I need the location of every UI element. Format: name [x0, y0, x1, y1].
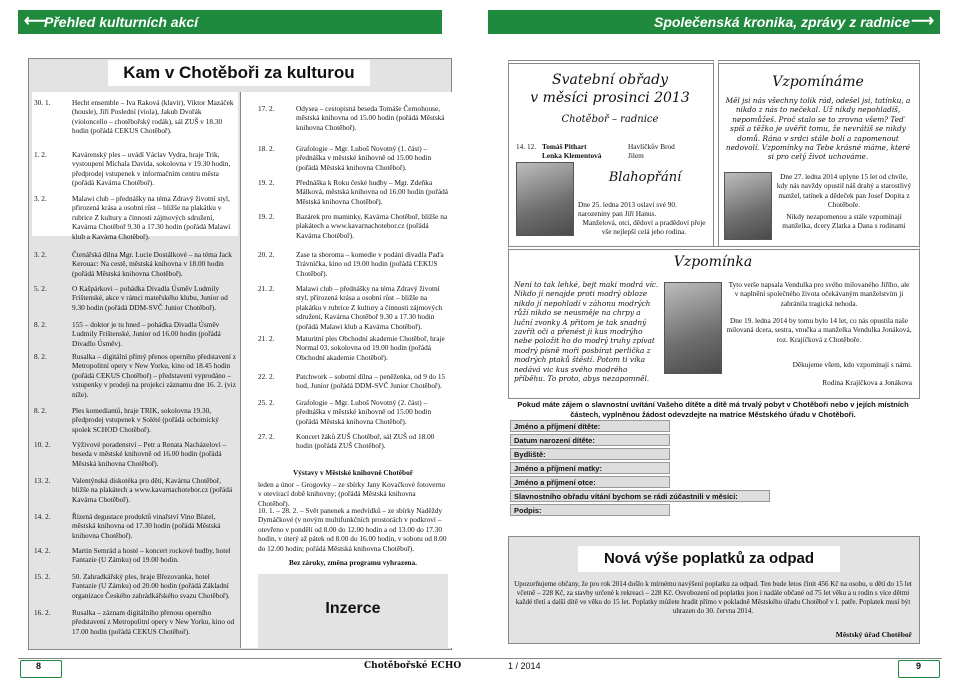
event-entry — [258, 284, 448, 331]
event-text: Koncert žáků ZUŠ Chotěboř, sál ZUŠ od 18.00 hodin (pořádá ZUŠ Chotěboř). — [296, 432, 435, 451]
event-text: O Kašpárkovi – pohádka Divadla Úsměv Ludmily Frištenské, akce v rámci mateřského klubu, Junior od 9.30 hodin (pořádá DDM-SVČ Junior Chotěboř). — [72, 284, 228, 312]
event-entry — [34, 440, 236, 468]
vzpominka-poem: Není to tak lehké, bejt maki modrá víc. Nikdo jí nenajde proti modrý obloze nikdo jí nepohladí v záhonu modrých růží nikdo se neusměje na chrpy a luční zvonky A přitom je tak snadný zavřít oči a přenést ji kus modrýho nebe položit ho do modrý truhy zpívat modrý písně moři posbírat perlička z modrých ptaků štěstí. Potom ti víka nedává vic kus svého modrého příběhu. To proto, abys nezapomněl. — [514, 280, 659, 384]
vzpominka-sign: Rodina Krajíčkova a Jonákova — [822, 378, 912, 387]
vzpominame-text-1: Dne 27. ledna 2014 uplyne 15 let od chvíle, kdy nás navždy opustil náš drahý a starostlivý manžel, tatínek a dědeček pan Josef Dopita z Chotěboře. — [776, 172, 912, 210]
vzpominame-title: Vzpomínáme — [772, 74, 864, 90]
event-date: 27. 2. — [258, 432, 275, 441]
vzpominka-thanks: Děkujeme všem, kdo vzpomínají s námi. — [792, 360, 912, 369]
event-date: 5. 2. — [34, 284, 47, 293]
event-text: Grafologie – Mgr. Luboš Novotný (2. část) – přednáška v městské knihovně od 15.00 hodin (pořádá Městská knihovna Chotěboř). — [296, 398, 432, 426]
event-entry — [34, 320, 236, 348]
arrow-right-icon: ⟶ — [911, 13, 934, 30]
event-date: 22. 2. — [258, 372, 275, 381]
culture-title-box — [108, 60, 370, 86]
blahoprani-wish: Manželová, otci, dědoví a pradědoví přeje vše nejlepší celá jeho rodina. — [582, 218, 706, 237]
event-entry — [258, 334, 448, 362]
footer-masthead: Chotěbořské ECHO — [364, 661, 462, 671]
exhibitions-text-1: leden a únor – Grogovky – ze sbírky Jany Kovačkové fotoverno v otevírací době knihovny; (pořádá Městská knihovna Chotěboř). — [258, 480, 446, 508]
event-text: Výživové poradenství – Petr a Renata Nacházelovi – beseda v městské knihovně od 16.00 hodin (pořádá Městská knihovna Chotěboř). — [72, 440, 227, 468]
event-text: Valentýnská diskotéka pro děti, Kavárna Chotěboř, bližše na plakátech a www.kavarnachotebor.cz (pořádá Kavárna Chotěboř). — [72, 476, 233, 504]
event-entry — [34, 476, 236, 504]
wedding-title-1: Svatební obřady — [552, 72, 668, 88]
event-text: Kavárenský ples – uvádí Václav Vydra, hraje Trik, vystoupení Michala Davida, sokolovna v 19.30 hodin, předprodej vstupenek v informačním centru města (pořádá Kavárna Chotěboř). — [72, 150, 231, 188]
blahoprani-title: Blahopřání — [608, 170, 682, 185]
event-date: 17. 2. — [258, 104, 275, 113]
event-text: Malawi club – přednášky na téma Zdravý životní styl, přirozená krása a osobní růst – bližše na plakátku v rubrice Z kultury a činnosti zájmových sdružení, Kavárna Chotěboř 9.30 a 17.30 hodin (pořádá Malawi klub a Kavárna Chotěboř). — [72, 194, 231, 241]
form-field-mother-name[interactable]: Jméno a příjmení matky: — [510, 462, 670, 474]
event-date: 8. 2. — [34, 320, 47, 329]
form-intro: Pokud máte zájem o slavnostní uvítání Vašeho dítěte a dítě má trvalý pobyt v Chotěboři nebo v jejích místních částech, vyplněnou žádost odevzdejte na matrice Městského úřadu v Chotěboři. — [517, 400, 909, 419]
event-date: 16. 2. — [34, 608, 51, 617]
memorial-photo-man — [724, 172, 772, 240]
wedding-bride: Lenka Klementová — [542, 151, 602, 160]
footer-issue: 1 / 2014 — [508, 661, 541, 671]
event-text: Rusalka – záznam digitálního přenosu operního představení z Metropolitní opery v New Yorku, kino od 17.00 hodin (pořádá CEKUS Chotěboř). — [72, 608, 235, 636]
header-left — [18, 10, 442, 34]
form-field-address[interactable]: Bydliště: — [510, 448, 670, 460]
wedding-place: Chotěboř – radnice — [561, 114, 659, 125]
event-text: Rusalka – digitální přímý přenos operního představení z Metropolitní opery v New Yorku, kino od 18.45 hodin (pořádá CEKUS Chotěboř) – představení vyprodáno – vstupenky v prodeji na projekci záznamu dne 16. 2. (viz níže). — [72, 352, 236, 399]
event-entry — [34, 194, 236, 241]
fees-sign: Městský úřad Chotěboř — [835, 630, 912, 639]
event-date: 18. 2. — [258, 144, 275, 153]
footer-bar — [18, 658, 942, 679]
inzerce-label: Inzerce — [325, 600, 381, 617]
event-entry — [258, 432, 448, 451]
form-field-father-name[interactable]: Jméno a příjmení otce: — [510, 476, 670, 488]
memorial-photo-woman — [664, 282, 722, 374]
vzpominka-text-2: Dne 19. ledna 2014 by tomu bylo 14 let, co nás opustila naše milovaná dcera, sestra, vnučka a manželka Vendulka Jonáková, roz. Krajíčková z Chotěboře. — [726, 316, 912, 344]
event-date: 21. 2. — [258, 334, 275, 343]
exhibitions-text-2: 10. 1. – 28. 2. – Svět panenek a medvídků – ze sbírky Naděždy Dymáčkové (v novým multifunkčních prostorách v podkroví – otevřeno v pondělí od 8.00 do 12.00 hodin a od 13.00 do 17.30 hodin, v úterý až pátek od 8.00 do 16.00 hodin, v sobotu od 8.00 do 12.00 hodin; pořádá Městská knihovna Chotěboř). — [258, 506, 447, 553]
event-entry — [34, 608, 236, 636]
form-field-signature[interactable]: Podpis: — [510, 504, 670, 516]
form-field-child-name[interactable]: Jméno a příjmení dítěte: — [510, 420, 670, 432]
event-entry — [34, 284, 236, 312]
vzpominame-text-2: Nikdy nezapomenou a stále vzpomínají manželka, dcery Zlatka a Dana s rodinami — [782, 212, 906, 231]
event-date: 8. 2. — [34, 352, 47, 361]
wedding-date: 14. 12. — [516, 142, 537, 151]
event-date: 14. 2. — [34, 512, 51, 521]
event-text: Maturitní ples Obchodní akademie Chotěboř, hraje Normal 03, sokolovna od 19.00 hodin (pořádá Obchodní akademie Chotěboř). — [296, 334, 445, 362]
form-field-month[interactable]: Slavnostního obřadu vítání bychom se rádi zúčastnili v měsíci: — [510, 490, 770, 502]
event-date: 8. 2. — [34, 406, 47, 415]
event-date: 19. 2. — [258, 178, 275, 187]
reserve-note: Bez záruky, změna programu vyhrazena. — [289, 558, 417, 567]
blahoprani-text: Dne 25. ledna 2013 oslaví své 90. narozeniny pan Jiří Hanus. — [578, 200, 677, 219]
event-text: 50. Zahradkářský ples, hraje Březovanka, hotel Fantazie (U Zámku) od 20.00 hodin (pořádá Základní organizace Českého zahrádkářského svazu Chotěboř). — [72, 572, 230, 600]
event-date: 19. 2. — [258, 212, 275, 221]
vzpominka-text-1: Tyto verše napsala Vendulka pro svého milovaného Jiřího, ale v naplnění společného života očekávaným manželstvím ji zabránila tragická nehoda. — [728, 280, 910, 308]
event-entry — [34, 250, 236, 278]
event-entry — [34, 406, 236, 434]
event-text: Malawi club – přednášky na téma Zdravý životní styl, přirozená krása a osobní růst – bližše na plakátku v rubrice Z kultury a činnosti zájmových sdružení, Kavárna Chotěboř 9.30 a 17.30 hodin (pořádá Malawi klub a Kavárna Chotěboř). — [296, 284, 443, 331]
event-entry — [34, 512, 236, 540]
event-entry — [258, 212, 448, 240]
event-text: Řízená degustace produktů vinařství Vino Blatel, městská knihovna od 17.30 hodin (pořádá Městská knihovna Chotěboř). — [72, 512, 221, 540]
event-entry — [34, 98, 236, 136]
form-field-birth-date[interactable]: Datum narození dítěte: — [510, 434, 670, 446]
exhibitions-title: Výstavy v Městské knihovně Chotěboř — [293, 468, 413, 477]
event-text: Patchwork – sobotní dílna – peněženka, od 9 do 15 hod, Junior (pořádá DDM-SVČ Junior Chotěboř). — [296, 372, 446, 391]
event-entry — [258, 144, 448, 172]
arrow-left-icon: ⟵ — [24, 13, 47, 30]
event-entry — [34, 150, 236, 188]
event-date: 3. 2. — [34, 250, 47, 259]
vzpominka-title: Vzpomínka — [673, 254, 753, 270]
wedding-bride-place: Jilem — [628, 151, 644, 160]
event-entry — [258, 250, 448, 278]
event-date: 21. 2. — [258, 284, 275, 293]
event-date: 20. 2. — [258, 250, 275, 259]
event-text: Martin Semrád a hosté – koncert rockové hudby, hotel Fantazie (U Zámku) od 19.00 hodin. — [72, 546, 231, 565]
event-entry — [258, 398, 448, 426]
wedding-groom-place: Havlíčkův Brod — [628, 142, 675, 151]
fees-title: Nová výše poplatků za odpad — [578, 546, 840, 572]
fees-text: Upozorňujeme občany, že pro rok 2014 došlo k mírnému navýšení poplatku za odpad. Ten bude letos činit 456 Kč na osobu, u dětí do 15 let včetně – 228 Kč, za stavby určené k rekreaci – 228 Kč. Osvobození od poplatku jsou i nadále občané od 75 let věku a u rodin s více dětmi každé třetí a další dítě ve věku do 15 let. Poplatky můžete hradit přímo v pokladně Městského úřadu Chotěboř v I. patře. Poplatek musí být uhrazen do 30. června 2014. — [514, 580, 912, 615]
header-left-title: Přehled kulturních akcí — [44, 14, 199, 30]
header-right — [488, 10, 940, 34]
wedding-title-2: v měsíci prosinci 2013 — [530, 90, 690, 106]
event-date: 10. 2. — [34, 440, 51, 449]
event-date: 25. 2. — [258, 398, 275, 407]
event-text: Přednáška k Roku české hudby – Mgr. Zdeňka Málková, městská knihovna od 16.00 hodin (pořádá Městská knihovna Chotěboř). — [296, 178, 448, 206]
event-text: 155 – doktor je tu hned – pohádka Divadla Úsměv Ludmily Frištenské, Junior od 16.00 hodin (pořádá Divadlo Úsměv). — [72, 320, 221, 348]
event-entry — [258, 178, 448, 206]
event-text: Grafologie – Mgr. Luboš Novotný (1. část) – přednáška v městské knihovně od 15.00 hodin (pořádá Městská knihovna Chotěboř). — [296, 144, 432, 172]
event-date: 3. 2. — [34, 194, 47, 203]
event-text: Ples komediantů, hraje TRIK, sokolovna 19.30, předprodej vstupenek v Solété (pořádá ochotnický spolek SCHOD Chotěboř). — [72, 406, 219, 434]
event-date: 30. 1. — [34, 98, 51, 107]
event-date: 14. 2. — [34, 546, 51, 555]
event-date: 1. 2. — [34, 150, 47, 159]
event-entry — [34, 546, 236, 565]
event-text: Čtenářská dílna Mgr. Lucie Dostálkové – na téma Jack Kerouac: Na cestě, městská knihovna v 18.00 hodin (pořádá Městská knihovna Chotěboř). — [72, 250, 232, 278]
event-entry — [258, 104, 448, 132]
event-text: Zase ta sboroma – komedie v podání divadla Paďa Trávníčka, kino od 19.00 hodin (pořádá CEKUS Chotěboř). — [296, 250, 444, 278]
event-text: Hecht ensemble – Iva Raková (klavír), Viktor Mazáček (housle), Jiří Poslední (viola), Jakub Dvořák (violoncello – chotěbořský rodák), sál ZUŠ v 18.30 hodin (pořádá CEKUS Chotěboř). — [72, 98, 234, 136]
event-date: 15. 2. — [34, 572, 51, 581]
event-text: Bazárek pro maminky, Kavárna Chotěboř, bližše na plakátech a www.kavarnachotebor.cz (pořádá Kavárna Chotěboř). — [296, 212, 448, 240]
culture-title: Kam v Chotěboři za kulturou — [123, 63, 355, 82]
event-entry — [258, 372, 448, 391]
event-entry — [34, 572, 236, 600]
page-number-right: 9 — [916, 661, 922, 671]
wedding-groom: Tomáš Pithart — [542, 142, 587, 151]
event-date: 13. 2. — [34, 476, 51, 485]
vzpominame-poem: Měl jsi nás všechny tolik rád, odešel jsi, tatínku, a nikdo z nás to nečekal. Už nikdy nepohladíš, nepomůžeš. Proč stalo se to zrovna všem? Teď spíš a těžko je uvěřit tomu, že nevrátíš se nikdy domů. Rána v srdci stále bolí a zapomenout nedovolí. Vzpomínky na Tebe krásné máme, které si pro celý život uchováme. — [725, 96, 911, 162]
header-right-title: Společenská kronika, zprávy z radnice — [653, 14, 910, 30]
event-text: Odysea – cestopisná beseda Tomáše Černohouse, městská knihovna od 15.00 hodin (pořádá Městská knihovna Chotěboř). — [296, 104, 445, 132]
event-entry — [34, 352, 236, 399]
jubilee-photo — [516, 162, 574, 236]
page-number-left: 8 — [36, 661, 42, 671]
